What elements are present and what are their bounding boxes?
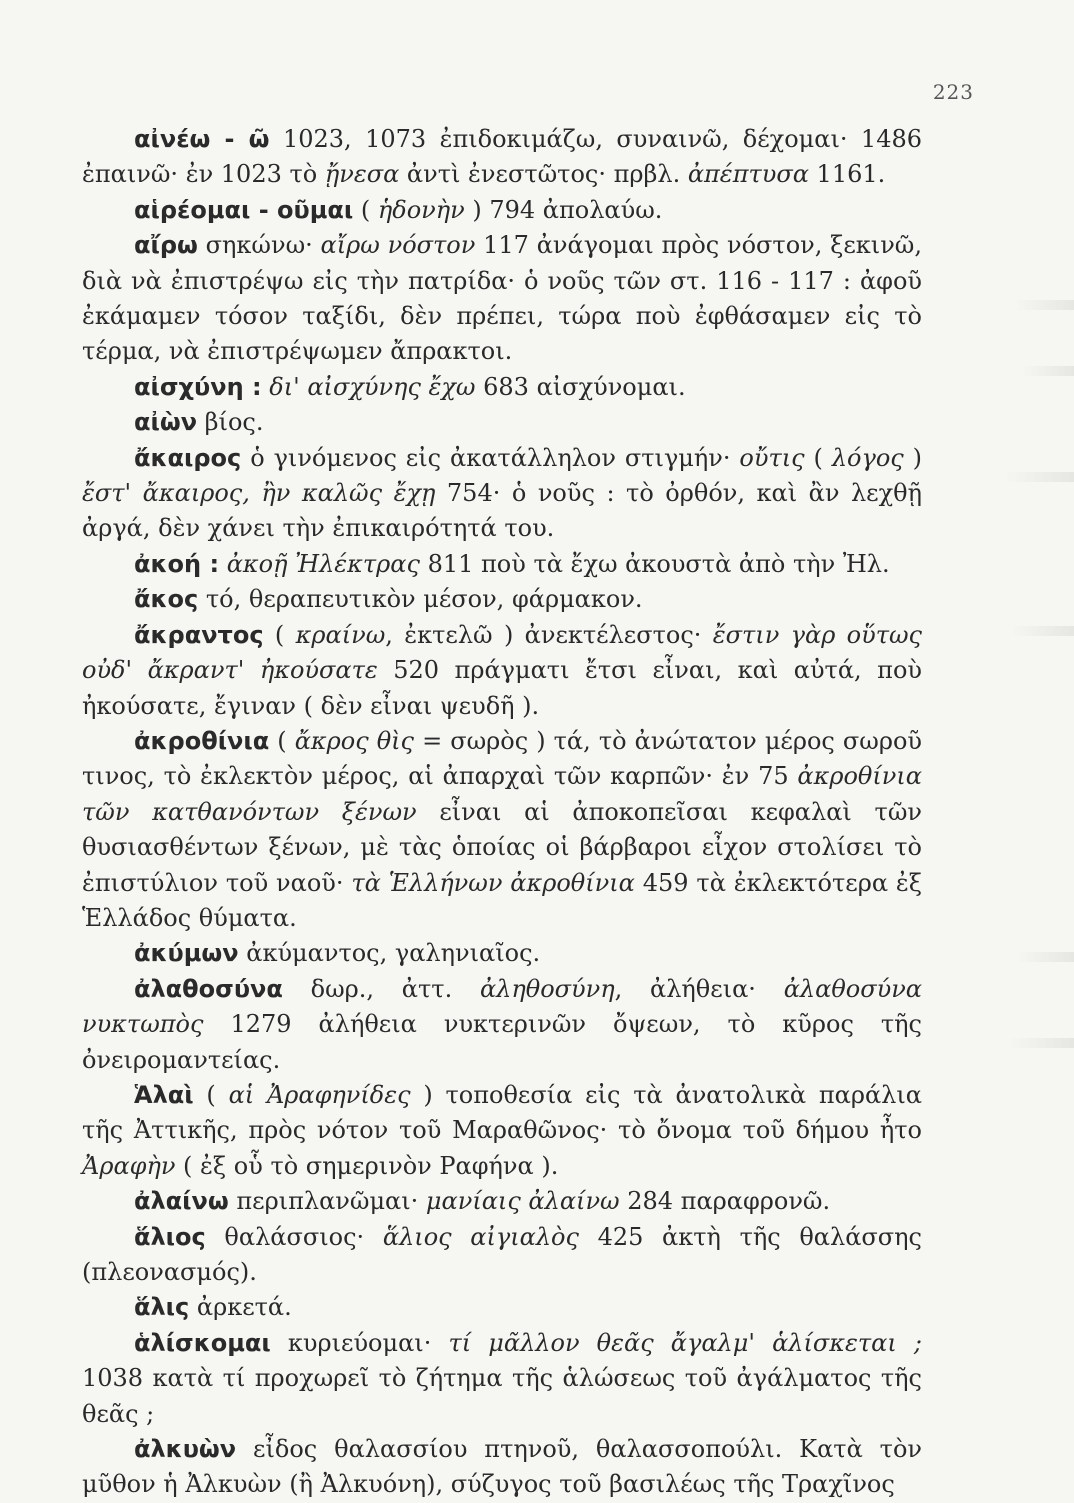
entry-text: εἶδος θαλασσίου πτηνοῦ, θαλασσοπούλι. Κατὰ τὸν μῦθον ἡ Ἀλκυὼν (ἢ Ἀλκυόνη), σύζυγος τοῦ βασιλέως τῆς Τραχῖνος <box>82 1435 922 1499</box>
entry-text: ἀκύμαντος, γαληνιαῖος. <box>238 939 541 968</box>
entry-text: 117 ἀνάγομαι πρὸς νόστον, ξεκινῶ, διὰ νὰ ἐπιστρέψω εἰς τὴν πατρίδα· ὁ νοῦς τῶν στ. 116 - 117 : ἀφοῦ ἐκάμαμεν τόσον ταξίδι, δὲν πρέπει, τώρα ποὺ ἐφθάσαμεν εἰς τὸ τέρμα, νὰ ἐπιστρέψωμεν ἄπρακτοι. <box>82 231 922 366</box>
entry-citation: ἀκοῇ Ἠλέκτρας <box>226 549 420 578</box>
entry-text: βίος. <box>197 408 264 437</box>
glossary-entry <box>82 936 922 971</box>
entry-text: 811 ποὺ τὰ ἔχω ἀκουστὰ ἀπὸ τὴν Ἠλ. <box>419 549 890 578</box>
entry-citation: ἀλαθοσύνα νυκτωπὸς <box>82 974 922 1039</box>
glossary-entry <box>82 724 922 936</box>
entry-citation: ἡδονὴν <box>377 195 465 224</box>
entry-text: ( ἐξ οὗ τὸ σημερινὸν Ραφήνα ). <box>175 1151 559 1180</box>
entry-citation: δι' αἰσχύνης ἔχω <box>269 372 476 401</box>
entry-headword: ἅλιος <box>134 1222 206 1251</box>
entry-text <box>219 550 227 578</box>
entry-text: 754· ὁ νοῦς : τὸ ὀρθόν, καὶ ἂν λεχθῇ ἀργά, δὲν χάνει τὴν ἐπικαιρότητά του. <box>82 479 922 543</box>
entry-text: ( <box>193 1080 229 1109</box>
entry-text: ) 794 ἀπολαύω. <box>464 195 663 224</box>
entry-headword: ἅλις <box>134 1293 190 1322</box>
entry-text: εἶναι αἱ ἀποκοπεῖσαι κεφαλαὶ τῶν θυσιασθέντων ξένων, μὲ τὰς ὁποίας οἱ βάρβαροι εἶχον στολίσει τὸ ἐπιστύλιον τοῦ ναοῦ· <box>82 797 922 897</box>
glossary-entry <box>82 1078 922 1184</box>
entry-text: 1023, 1073 ἐπιδοκιμάζω, συναινῶ, δέχομαι· 1486 ἐπαινῶ· ἐν 1023 τὸ <box>82 125 922 189</box>
glossary-entry <box>82 405 922 440</box>
glossary-entry <box>82 441 922 547</box>
entry-citation: τί μᾶλλον θεᾶς ἄγαλμ' ἁλίσκεται ; <box>448 1328 922 1357</box>
entry-text: ( <box>269 726 295 755</box>
entry-text: 520 πράγματι ἔτσι εἶναι, καὶ αὐτά, ποὺ ἠκούσατε, ἔγιναν ( δὲν εἶναι ψευδῆ ). <box>82 656 922 720</box>
entry-citation: ἀκροθίνια τῶν κατθανόντων ξένων <box>82 762 922 826</box>
entry-headword: ἄκος <box>134 585 199 614</box>
page-number: 223 <box>932 80 974 104</box>
entry-text: 1279 ἀλήθεια νυκτερινῶν ὄψεων, τὸ κῦρος τῆς ὀνειρομαντείας. <box>82 1010 922 1074</box>
entry-headword: ἀκοή : <box>134 549 220 578</box>
glossary-entry <box>82 193 922 228</box>
entry-text: ( <box>263 620 296 649</box>
entry-text: 284 παραφρονῶ. <box>619 1187 831 1216</box>
entry-text: ἀρκετά. <box>189 1293 292 1322</box>
entry-citation: τὰ Ἑλλήνων ἀκροθίνια <box>351 868 635 897</box>
entry-text: 683 αἰσχύνομαι. <box>475 372 686 401</box>
entry-text: 1038 κατὰ τί προχωρεῖ τὸ ζήτημα τῆς ἁλώσεως τοῦ ἀγάλματος τῆς θεᾶς ; <box>82 1364 922 1428</box>
entry-headword: αἰσχύνη : <box>134 372 262 401</box>
entry-headword: ἁλίσκομαι <box>134 1328 271 1357</box>
entry-citation: αἱ Ἀραφηνίδες <box>228 1080 411 1109</box>
entry-citation: ἔστ' ἄκαιρος, ἢν καλῶς ἔχῃ <box>82 479 436 508</box>
entry-text: τό, θεραπευτικὸν μέσον, φάρμακον. <box>198 585 643 614</box>
glossary-entry <box>82 1220 922 1291</box>
entry-text: ) τοποθεσία εἰς τὰ ἀνατολικὰ παράλια τῆς Ἀττικῆς, πρὸς νότον τοῦ Μαραθῶνος· τὸ ὄνομα τοῦ δήμου ἦτο <box>82 1080 922 1145</box>
entry-text: 425 ἀκτὴ τῆς θαλάσσης (πλεονασμός). <box>82 1222 923 1286</box>
glossary-entry <box>82 228 922 370</box>
entry-headword: αἴρω <box>134 231 198 260</box>
glossary-entry <box>82 1326 922 1432</box>
entry-text: , ἐκτελῶ ) ἀνεκτέλεστος· <box>385 620 713 649</box>
entry-citation: κραίνω <box>295 620 386 649</box>
entry-text: κυριεύομαι· <box>270 1328 449 1357</box>
entry-citation: αἴρω νόστον <box>320 231 476 260</box>
entry-text: 1161. <box>808 160 886 189</box>
entry-headword: ἀκροθίνια <box>134 726 270 755</box>
entry-headword: αἰὼν <box>134 408 198 437</box>
entry-citation: Ἀραφὴν <box>82 1151 176 1180</box>
glossary-entry <box>82 972 922 1078</box>
glossary-entry <box>82 547 922 582</box>
glossary-entry <box>82 582 922 617</box>
entry-text: 459 τὰ ἐκλεκτότερα ἐξ Ἑλλάδος θύματα. <box>82 868 922 932</box>
entry-text: δωρ., ἀττ. <box>282 974 480 1003</box>
entry-text: σηκώνω· <box>197 231 321 260</box>
glossary-entry <box>82 122 922 193</box>
entry-text: θαλάσσιος· <box>205 1222 383 1251</box>
glossary-entry <box>82 1290 922 1325</box>
entry-headword: αἱρέομαι - οῦμαι <box>134 195 354 224</box>
entry-citation: ἅλιος αἰγιαλὸς <box>382 1222 579 1251</box>
entry-citation: ἀπέπτυσα <box>687 160 809 189</box>
entry-citation: ἔστιν γὰρ οὕτως οὐδ' ἄκραντ' ἠκούσατε <box>82 620 922 685</box>
entry-headword: ἄκαιρος <box>134 443 242 472</box>
entry-headword: Ἁλαὶ <box>134 1080 194 1109</box>
entry-headword: ἀκύμων <box>134 939 239 968</box>
entry-citation: οὔτις <box>739 443 805 472</box>
glossary-text <box>82 122 922 1503</box>
entry-text: ( <box>353 195 378 224</box>
entry-text: , ἀλήθεια· <box>614 974 784 1003</box>
entry-citation: μανίαις ἀλαίνω <box>425 1187 620 1216</box>
glossary-entry <box>82 1184 922 1219</box>
entry-headword: ἀλκυὼν <box>134 1435 237 1464</box>
entry-text: = σωρὸς ) τά, τὸ ἀνώτατον μέρος σωροῦ τινος, τὸ ἐκλεκτὸν μέρος, αἱ ἀπαρχαὶ τῶν καρπῶν· ἐν 75 <box>82 726 922 791</box>
entry-headword: αἰνέω - ῶ <box>134 125 270 153</box>
glossary-entry <box>82 370 922 405</box>
entry-text: ( <box>804 443 832 472</box>
entry-headword: ἀλαθοσύνα <box>134 974 283 1003</box>
glossary-entry <box>82 1432 922 1503</box>
entry-citation: λόγος <box>831 443 904 472</box>
glossary-entry <box>82 618 922 724</box>
entry-headword: ἀλαίνω <box>134 1187 229 1216</box>
entry-text: περιπλανῶμαι· <box>228 1187 426 1216</box>
entry-text: ὁ γινόμενος εἰς ἀκατάλληλον στιγμήν· <box>241 443 740 472</box>
entry-citation: ᾔνεσα <box>324 160 400 189</box>
entry-text: ἀντὶ ἐνεστῶτος· πρβλ. <box>399 160 688 189</box>
entry-citation: ἄκρος θὶς <box>294 726 415 755</box>
entry-citation: ἀληθοσύνη <box>479 974 615 1003</box>
entry-text: ) <box>903 443 923 472</box>
entry-headword: ἄκραντος <box>134 620 264 649</box>
